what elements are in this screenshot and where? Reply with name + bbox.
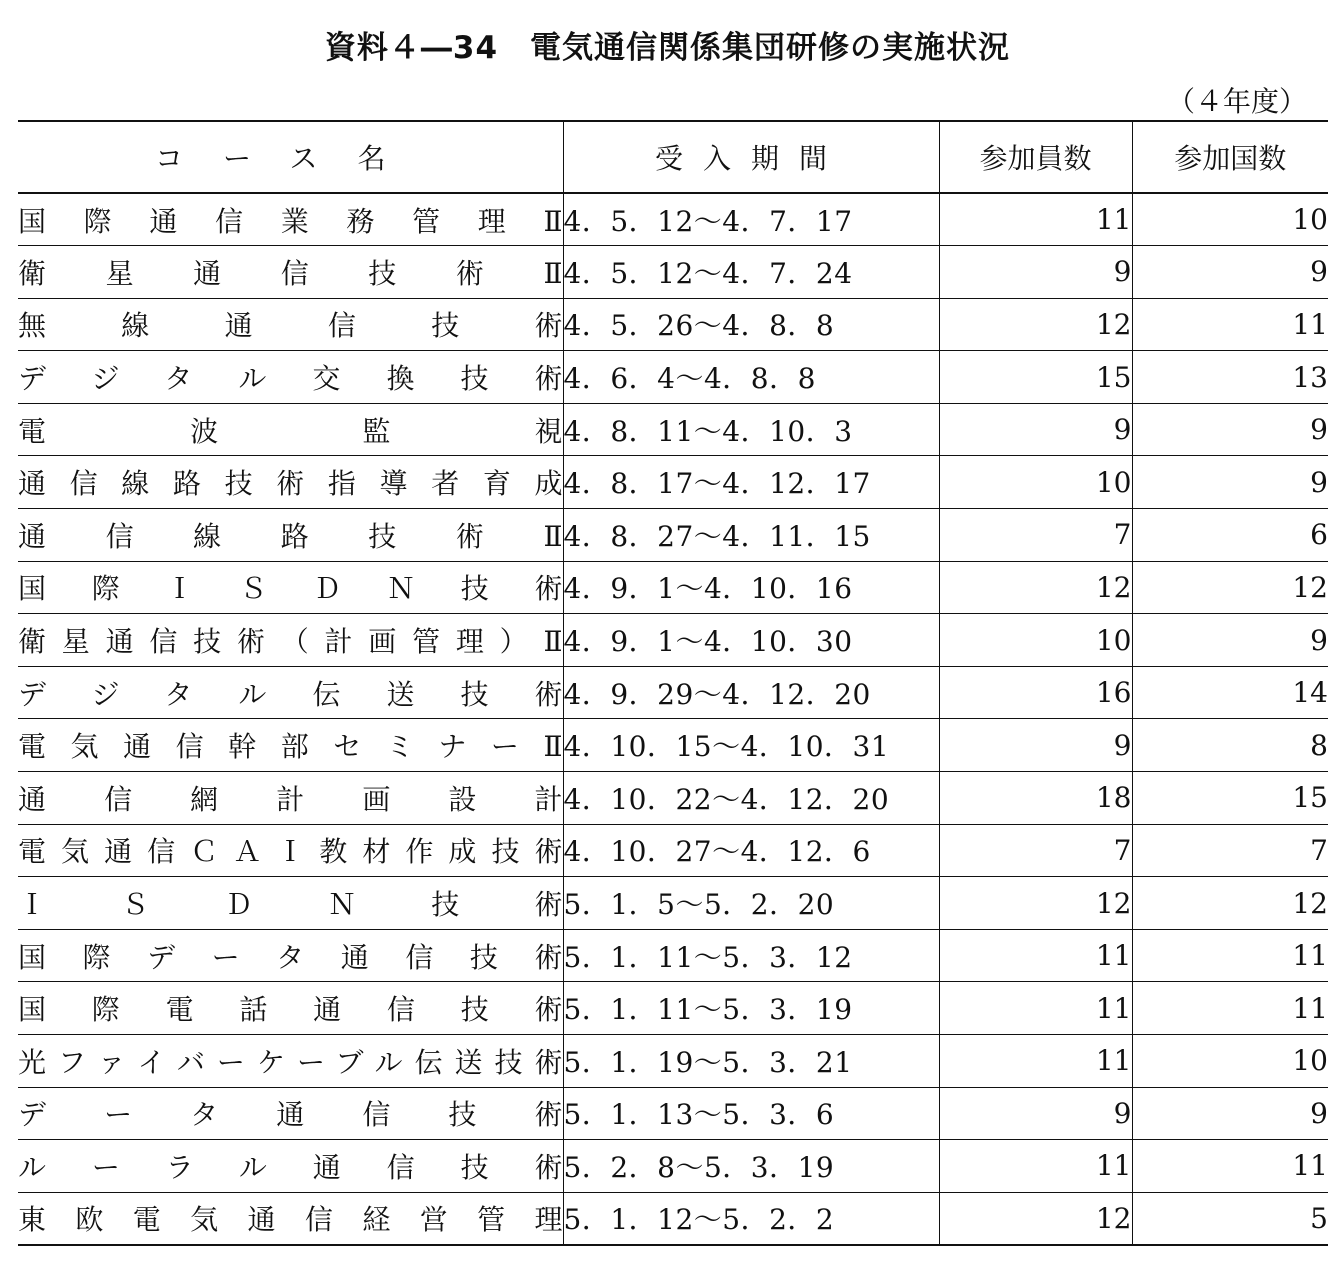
period-cell: 4．9．1～4．10．16 — [563, 561, 939, 614]
period-cell: 4．8．11～4．10．3 — [563, 403, 939, 456]
table-header-row — [18, 121, 1328, 193]
participants-cell: 9 — [939, 719, 1132, 772]
countries-cell: 13 — [1132, 351, 1328, 404]
countries-cell: 9 — [1132, 456, 1328, 509]
countries-cell: 6 — [1132, 509, 1328, 562]
period-cell: 4．10．15～4．10．31 — [563, 719, 939, 772]
countries-cell: 8 — [1132, 719, 1328, 772]
period-cell: 5．1．12～5．2．2 — [563, 1192, 939, 1245]
course-name-cell: ルーラル通信技術 — [18, 1140, 563, 1193]
participants-cell: 12 — [939, 1192, 1132, 1245]
countries-cell: 11 — [1132, 1140, 1328, 1193]
course-name-cell: 通信網計画設計 — [18, 772, 563, 825]
period-cell: 5．2．8～5．3．19 — [563, 1140, 939, 1193]
countries-cell: 11 — [1132, 929, 1328, 982]
countries-cell: 15 — [1132, 772, 1328, 825]
countries-cell: 11 — [1132, 298, 1328, 351]
table-row — [18, 824, 1328, 877]
table-row — [18, 1087, 1328, 1140]
course-name-cell: 電気通信幹部セミナーⅡ — [18, 719, 563, 772]
participants-cell: 12 — [939, 877, 1132, 930]
table-row — [18, 666, 1328, 719]
participants-cell: 11 — [939, 193, 1132, 246]
table-row — [18, 193, 1328, 246]
table-row — [18, 351, 1328, 404]
table-row — [18, 982, 1328, 1035]
participants-cell: 9 — [939, 246, 1132, 299]
period-cell: 4．5．26～4．8．8 — [563, 298, 939, 351]
table-row — [18, 1035, 1328, 1088]
document-title: 資料４―34 電気通信関係集団研修の実施状況 — [324, 30, 1011, 66]
course-name-cell: 通信線路技術指導者育成 — [18, 456, 563, 509]
table-row — [18, 246, 1328, 299]
period-cell: 4．5．12～4．7．24 — [563, 246, 939, 299]
countries-cell: 12 — [1132, 877, 1328, 930]
header-course-name: コース名 — [18, 121, 563, 193]
course-name-cell: 国際電話通信技術 — [18, 982, 563, 1035]
course-name-cell: デジタル交換技術 — [18, 351, 563, 404]
table-row — [18, 509, 1328, 562]
course-name-cell: 国際ＩＳＤＮ技術 — [18, 561, 563, 614]
course-name-cell: 衛星通信技術（計画管理）Ⅱ — [18, 614, 563, 667]
period-cell: 4．6．4～4．8．8 — [563, 351, 939, 404]
countries-cell: 9 — [1132, 403, 1328, 456]
participants-cell: 16 — [939, 666, 1132, 719]
period-cell: 5．1．13～5．3．6 — [563, 1087, 939, 1140]
countries-cell: 12 — [1132, 561, 1328, 614]
participants-cell: 18 — [939, 772, 1132, 825]
training-table — [18, 120, 1328, 1246]
table-row — [18, 403, 1328, 456]
participants-cell: 10 — [939, 614, 1132, 667]
period-cell: 5．1．5～5．2．20 — [563, 877, 939, 930]
course-name-cell: 電波監視 — [18, 403, 563, 456]
course-name-cell: 電気通信ＣＡＩ教材作成技術 — [18, 824, 563, 877]
header-participants: 参加員数 — [939, 121, 1132, 193]
participants-cell: 11 — [939, 1035, 1132, 1088]
course-name-cell: 通信線路技術Ⅱ — [18, 509, 563, 562]
countries-cell: 14 — [1132, 666, 1328, 719]
course-name-cell: データ通信技術 — [18, 1087, 563, 1140]
participants-cell: 7 — [939, 824, 1132, 877]
countries-cell: 10 — [1132, 193, 1328, 246]
table-row — [18, 719, 1328, 772]
participants-cell: 15 — [939, 351, 1132, 404]
fiscal-year-label: （４年度） — [1166, 85, 1307, 118]
countries-cell: 9 — [1132, 614, 1328, 667]
participants-cell: 11 — [939, 982, 1132, 1035]
participants-cell: 10 — [939, 456, 1132, 509]
table-row — [18, 614, 1328, 667]
period-cell: 5．1．11～5．3．19 — [563, 982, 939, 1035]
period-cell: 4．5．12～4．7．17 — [563, 193, 939, 246]
table-row — [18, 456, 1328, 509]
course-name-cell: 無線通信技術 — [18, 298, 563, 351]
countries-cell: 7 — [1132, 824, 1328, 877]
course-name-cell: ＩＳＤＮ技術 — [18, 877, 563, 930]
header-countries: 参加国数 — [1132, 121, 1328, 193]
period-cell: 4．10．22～4．12．20 — [563, 772, 939, 825]
course-name-cell: 国際データ通信技術 — [18, 929, 563, 982]
period-cell: 5．1．11～5．3．12 — [563, 929, 939, 982]
countries-cell: 9 — [1132, 246, 1328, 299]
participants-cell: 9 — [939, 403, 1132, 456]
course-name-cell: 国際通信業務管理Ⅱ — [18, 193, 563, 246]
table-row — [18, 1192, 1328, 1245]
table-row — [18, 929, 1328, 982]
header-period: 受入期間 — [563, 121, 939, 193]
countries-cell: 11 — [1132, 982, 1328, 1035]
participants-cell: 12 — [939, 561, 1132, 614]
participants-cell: 9 — [939, 1087, 1132, 1140]
participants-cell: 11 — [939, 1140, 1132, 1193]
table-row — [18, 298, 1328, 351]
course-name-cell: 光ファイバーケーブル伝送技術 — [18, 1035, 563, 1088]
period-cell: 4．10．27～4．12．6 — [563, 824, 939, 877]
participants-cell: 11 — [939, 929, 1132, 982]
period-cell: 4．9．29～4．12．20 — [563, 666, 939, 719]
period-cell: 5．1．19～5．3．21 — [563, 1035, 939, 1088]
table-row — [18, 877, 1328, 930]
participants-cell: 7 — [939, 509, 1132, 562]
period-cell: 4．8．27～4．11．15 — [563, 509, 939, 562]
countries-cell: 9 — [1132, 1087, 1328, 1140]
course-name-cell: 東欧電気通信経営管理 — [18, 1192, 563, 1245]
participants-cell: 12 — [939, 298, 1132, 351]
table-row — [18, 1140, 1328, 1193]
period-cell: 4．8．17～4．12．17 — [563, 456, 939, 509]
table-row — [18, 561, 1328, 614]
course-name-cell: デジタル伝送技術 — [18, 666, 563, 719]
course-name-cell: 衛星通信技術Ⅱ — [18, 246, 563, 299]
countries-cell: 10 — [1132, 1035, 1328, 1088]
period-cell: 4．9．1～4．10．30 — [563, 614, 939, 667]
table-row — [18, 772, 1328, 825]
countries-cell: 5 — [1132, 1192, 1328, 1245]
